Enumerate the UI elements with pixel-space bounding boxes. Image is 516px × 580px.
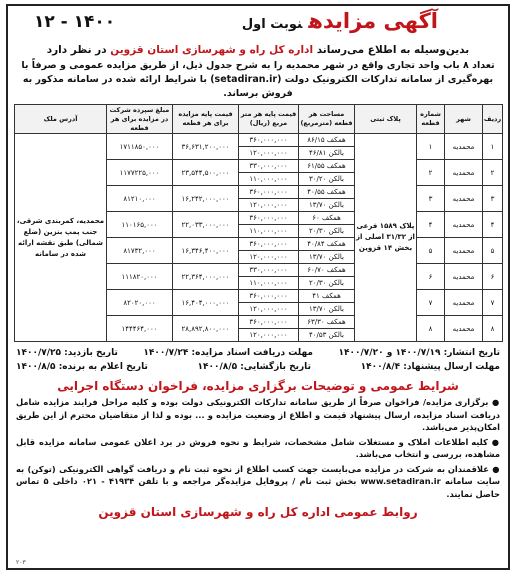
deposit: ۱۱۰۱۶۵,۰۰۰	[107, 212, 173, 238]
deposit: ۸۱۲۱۰,۰۰۰	[107, 186, 173, 212]
price-balcony: ۱۱۰,۰۰۰,۰۰۰	[239, 277, 299, 290]
row-city: محمدیه	[445, 160, 483, 186]
footer-signature: روابط عمومی اداره کل راه و شهرسازی استان قزوین	[98, 505, 418, 519]
send-deadline: مهلت ارسال پیشنهاد: ۱۴۰۰/۸/۴	[360, 362, 500, 372]
area-ground: همکف ۸۶/۱۵	[299, 134, 355, 147]
base-price: ۲۳,۵۴۴,۵۰۰,۰۰۰	[173, 160, 239, 186]
area-ground: همکف ۶۱/۵۵	[299, 160, 355, 173]
base-price: ۲۸,۸۹۲,۸۰۰,۰۰۰	[173, 316, 239, 342]
price-balcony: ۱۲۰,۰۰۰,۰۰۰	[239, 147, 299, 160]
section-title: شرایط عمومی و توضیحات برگزاری مزایده، فراخوان دستگاه اجرایی	[57, 379, 459, 393]
price-balcony: ۱۱۰,۰۰۰,۰۰۰	[239, 173, 299, 186]
row-number: ۷	[483, 290, 503, 316]
base-price: ۳۶,۶۳۱,۲۰۰,۰۰۰	[173, 134, 239, 160]
row-city: محمدیه	[445, 186, 483, 212]
area-balcony: بالکن ۱۳/۷۰	[299, 251, 355, 264]
row-lot: ۷	[417, 290, 445, 316]
area-balcony: بالکن ۲۰/۳۰	[299, 225, 355, 238]
dates-row-2	[16, 360, 500, 374]
base-price: ۱۶,۳۴۶,۴۰۰,۰۰۰	[173, 238, 239, 264]
bullet-text: کلیه اطلاعات املاک و مستغلات شامل مشخصات، شرایط و نحوه فروش در برد اعلان عمومی سامانه مزایده قابل مشاهده، بررسی و انتخاب می‌باشد.	[16, 436, 500, 459]
intro-suffix: در نظر دارد	[46, 44, 107, 56]
price-ground: ۳۶۰,۰۰۰,۰۰۰	[239, 238, 299, 251]
bullet-icon: ●	[487, 436, 500, 447]
list-item	[16, 463, 500, 501]
col-header: شهر	[445, 105, 483, 134]
row-lot: ۶	[417, 264, 445, 290]
dates-row-1	[16, 346, 500, 360]
base-price: ۱۶,۴۰۴,۰۰۰,۰۰۰	[173, 290, 239, 316]
list-item	[16, 436, 500, 461]
price-ground: ۳۶۰,۰۰۰,۰۰۰	[239, 186, 299, 199]
price-balcony: ۱۲۰,۰۰۰,۰۰۰	[239, 329, 299, 342]
area-balcony: بالکن ۳۰/۲۰	[299, 173, 355, 186]
price-ground: ۳۶۰,۰۰۰,۰۰۰	[239, 316, 299, 329]
deposit: ۱۷۱۱۸۵۰,۰۰۰	[107, 134, 173, 160]
conditions-list	[16, 396, 500, 500]
area-ground: همکف ۴۱	[299, 290, 355, 303]
lots-table	[14, 104, 503, 342]
row-number: ۸	[483, 316, 503, 342]
area-balcony: بالکن ۱۳/۷۰	[299, 199, 355, 212]
row-number: ۳	[483, 186, 503, 212]
base-price: ۱۶,۲۴۲,۰۰۰,۰۰۰	[173, 186, 239, 212]
price-ground: ۳۶۰,۰۰۰,۰۰۰	[239, 290, 299, 303]
row-number: ۶	[483, 264, 503, 290]
base-price: ۲۲,۰۳۳,۰۰۰,۰۰۰	[173, 212, 239, 238]
price-balcony: ۱۲۰,۰۰۰,۰۰۰	[239, 303, 299, 316]
col-header: مساحت هر قطعه (مترمربع)	[299, 105, 355, 134]
visit-date: تاریخ بازدید: ۱۴۰۰/۷/۲۵	[16, 348, 118, 358]
price-ground: ۳۶۰,۰۰۰,۰۰۰	[239, 212, 299, 225]
receive-deadline: مهلت دریافت اسناد مزایده: ۱۴۰۰/۷/۲۴	[143, 348, 313, 358]
announce-date: تاریخ اعلام به برنده: ۱۴۰۰/۸/۵	[16, 362, 148, 372]
price-ground: ۳۳۰,۰۰۰,۰۰۰	[239, 264, 299, 277]
col-header: قیمت پایه هر متر مربع (ریال)	[239, 105, 299, 134]
notice-subtitle: نوبت اول	[241, 17, 303, 32]
bullet-icon: ●	[488, 397, 500, 407]
row-lot: ۴	[417, 212, 445, 238]
table-row	[15, 134, 503, 147]
auction-notice	[6, 4, 510, 570]
dates-block	[16, 346, 500, 374]
intro-org: اداره کل راه و شهرسازی استان قزوین	[110, 44, 314, 56]
col-header: قیمت پایه مزایده برای هر قطعه	[173, 105, 239, 134]
opening-date: تاریخ بازگشایی: ۱۴۰۰/۸/۵	[197, 362, 311, 372]
deposit: ۱۴۴۴۶۴,۰۰۰	[107, 316, 173, 342]
price-ground: ۳۶۰,۰۰۰,۰۰۰	[239, 134, 299, 147]
row-number: ۴	[483, 212, 503, 238]
col-header: شماره قطعه	[417, 105, 445, 134]
area-ground: همکف ۶۰/۷۰	[299, 264, 355, 277]
area-ground: همکف ۴۰/۸۴	[299, 238, 355, 251]
bullet-text: علاقمندان به شرکت در مزایده می‌بایست جهت کسب اطلاع از نحوه ثبت نام و دریافت گواهی الکترونیکی (توکن) به سایت سامانه www.setadiran.ir بخش ثبت نام / پروفایل مزایده‌گر مراجعه و با تلفن ۴۱۹۳۴ - ۰۲۱ داخلی ۵ تماس حاصل نمایند.	[16, 463, 500, 499]
area-balcony: بالکن ۴۶/۸۱	[299, 147, 355, 160]
row-city: محمدیه	[445, 134, 483, 160]
notice-header	[8, 6, 508, 42]
title-text: آگهی مزایده	[308, 9, 438, 33]
row-lot: ۳	[417, 186, 445, 212]
bullet-icon: ●	[488, 463, 500, 474]
row-lot: ۵	[417, 238, 445, 264]
price-ground: ۳۳۰,۰۰۰,۰۰۰	[239, 160, 299, 173]
row-lot: ۱	[417, 134, 445, 160]
row-city: محمدیه	[445, 316, 483, 342]
col-header: ردیف	[483, 105, 503, 134]
row-lot: ۸	[417, 316, 445, 342]
issue-number: ۱۲ - ۱۴۰۰	[34, 12, 116, 32]
row-number: ۲	[483, 160, 503, 186]
row-number: ۵	[483, 238, 503, 264]
notice-title	[242, 9, 438, 33]
deposit: ۱۱۷۷۲۲۵,۰۰۰	[107, 160, 173, 186]
address-cell: محمدیه، کمربندی شرقی، جنب پمپ بنزین (ضلع شمالی) طبق نقشه ارائه شده در سامانه	[15, 134, 107, 342]
price-balcony: ۱۱۰,۰۰۰,۰۰۰	[239, 225, 299, 238]
row-lot: ۲	[417, 160, 445, 186]
intro-paragraph: تعداد ۸ باب واحد تجاری واقع در شهر محمدیه را به شرح جدول ذیل، از طریق مزایده عمومی و صرفاً با بهره‌گیری از سامانه تدارکات الکترونیک دولت (setadiran.ir) با شرایط ارائه شده در سامانه مذکور به فروش برساند.	[21, 60, 495, 99]
area-balcony: بالکن ۱۳/۷۰	[299, 303, 355, 316]
row-city: محمدیه	[445, 212, 483, 238]
area-balcony: بالکن ۲۰/۳۰	[299, 277, 355, 290]
bullet-text: برگزاری مزایده/ فراخوان صرفاً از طریق سامانه تدارکات الکترونیکی دولت بوده و کلیه مراحل فرایند مزایده شامل دریافت اسناد مزایده، ارسال پیشنهاد قیمت و اطلاع از وضعیت مزایده و ... بوده و لذا از متقاضیان محترم از این طریق امکان‌پذیر می‌باشد.	[16, 397, 500, 432]
area-ground: همکف ۶۳/۳۰	[299, 316, 355, 329]
area-balcony: بالکن ۴۰/۵۳	[299, 329, 355, 342]
base-price: ۲۲,۳۶۴,۰۰۰,۰۰۰	[173, 264, 239, 290]
row-city: محمدیه	[445, 264, 483, 290]
price-balcony: ۱۲۰,۰۰۰,۰۰۰	[239, 251, 299, 264]
row-number: ۱	[483, 134, 503, 160]
price-balcony: ۱۲۰,۰۰۰,۰۰۰	[239, 199, 299, 212]
col-header: پلاک ثبتی	[355, 105, 417, 134]
deposit: ۸۱۷۳۲,۰۰۰	[107, 238, 173, 264]
publish-date: تاریخ انتشار: ۱۴۰۰/۷/۱۹ و ۱۴۰۰/۷/۲۰	[338, 348, 500, 358]
intro-line	[14, 42, 502, 58]
area-ground: همکف ۴۰/۵۵	[299, 186, 355, 199]
deposit: ۸۲۰۲۰,۰۰۰	[107, 290, 173, 316]
col-header: مبلغ سپرده شرکت در مزایده برای هر قطعه	[107, 105, 173, 134]
intro-prefix: بدین‌وسیله به اطلاع می‌رساند	[316, 44, 470, 56]
ad-code: ۲۰۳	[16, 559, 26, 566]
plaque-cell: پلاک ۱۵۸۹ فرعی از ۳۱/۳۲ اصلی از بخش ۱۴ قزوین	[355, 134, 417, 342]
row-city: محمدیه	[445, 290, 483, 316]
col-header: آدرس ملک	[15, 105, 107, 134]
deposit: ۱۱۱۸۲۰,۰۰۰	[107, 264, 173, 290]
area-ground: همکف ۶۰	[299, 212, 355, 225]
list-item	[16, 396, 500, 434]
table-header-row	[15, 105, 503, 134]
row-city: محمدیه	[445, 238, 483, 264]
